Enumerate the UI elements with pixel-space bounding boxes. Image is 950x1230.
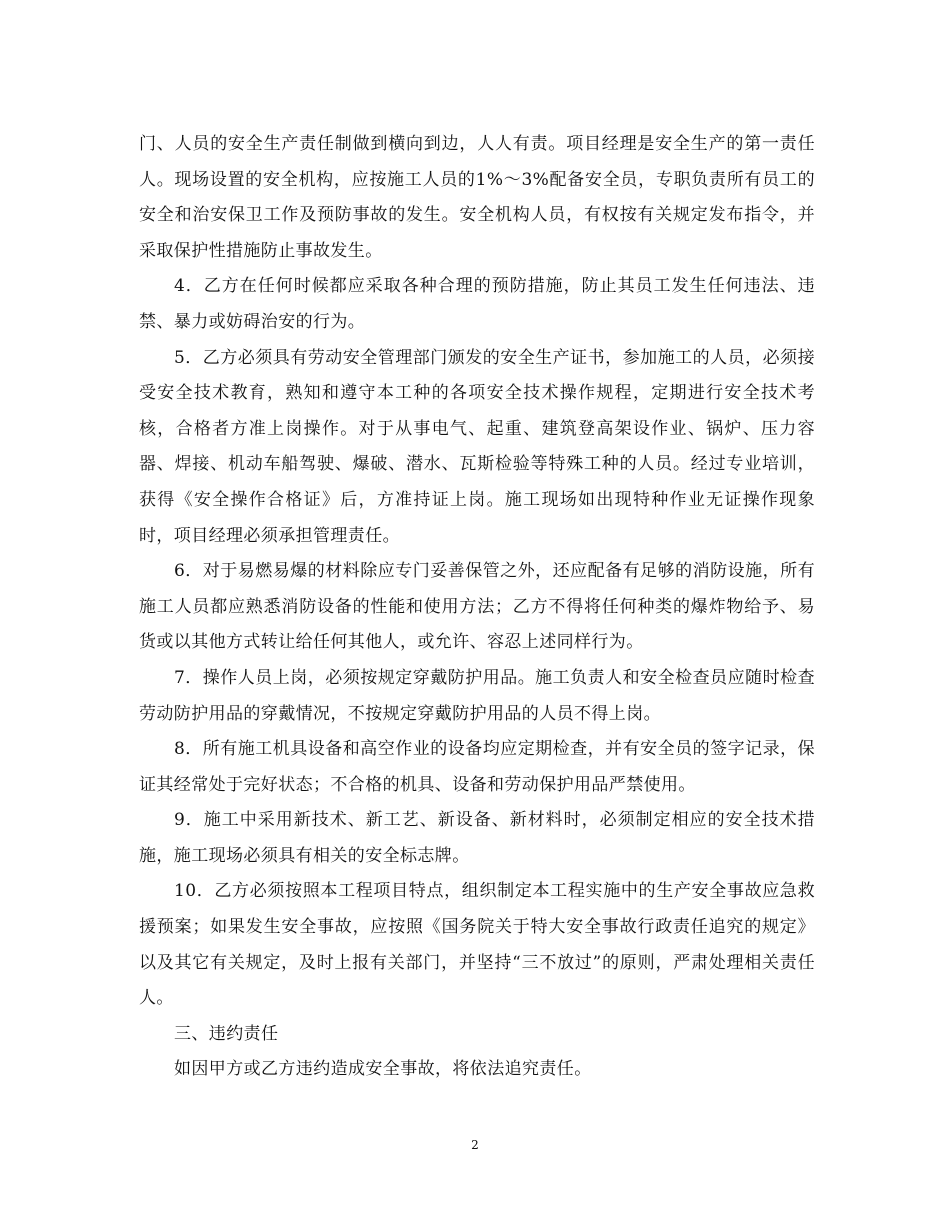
paragraph-item-5: 5．乙方必须具有劳动安全管理部门颁发的安全生产证书，参加施工的人员，必须接受安全技术教育，熟知和遵守本工种的各项安全技术操作规程，定期进行安全技术考核，合格者方准上岗操作。对于从事电气、起重、建筑登高架设作业、锅炉、压力容器、焊接、机动车船驾驶、爆破、潜水、瓦斯检验等特殊工种的人员。经过专业培训，获得《安全操作合格证》后，方准持证上岗。施工现场如出现特种作业无证操作现象时，项目经理必须承担管理责任。 [139, 347, 815, 546]
paragraph-item-10: 10．乙方必须按照本工程项目特点，组织制定本工程实施中的生产安全事故应急救援预案；如果发生安全事故，应按照《国务院关于特大安全事故行政责任追究的规定》以及其它有关规定，及时上报有关部门，并坚持“三不放过”的原则，严肃处理相关责任人。 [139, 881, 815, 1009]
paragraph-continuation: 门、人员的安全生产责任制做到横向到边，人人有责。项目经理是安全生产的第一责任人。现场设置的安全机构，应按施工人员的1%～3%配备安全员，专职负责所有员工的安全和治安保卫工作及预防事故的发生。安全机构人员，有权按有关规定发布指令，并采取保护性措施防止事故发生。 [139, 134, 815, 261]
paragraph-breach-liability: 如因甲方或乙方违约造成安全事故，将依法追究责任。 [174, 1059, 592, 1080]
paragraph-item-8: 8．所有施工机具设备和高空作业的设备均应定期检查，并有安全员的签字记录，保证其经常处于完好状态；不合格的机具、设备和劳动保护用品严禁使用。 [139, 739, 815, 795]
section-heading-breach-liability: 三、违约责任 [174, 1023, 279, 1044]
page-number: 2 [471, 1138, 479, 1152]
document-body [139, 127, 815, 1088]
paragraph-item-9: 9．施工中采用新技术、新工艺、新设备、新材料时，必须制定相应的安全技术措施，施工现场必须具有相关的安全标志牌。 [139, 810, 815, 866]
paragraph-item-4: 4．乙方在任何时候都应采取各种合理的预防措施，防止其员工发生任何违法、违禁、暴力或妨碍治安的行为。 [139, 276, 815, 332]
paragraph-item-6: 6．对于易燃易爆的材料除应专门妥善保管之外，还应配备有足够的消防设施，所有施工人员都应熟悉消防设备的性能和使用方法；乙方不得将任何种类的爆炸物给予、易货或以其他方式转让给任何其他人，或允许、容忍上述同样行为。 [139, 561, 815, 653]
paragraph-item-7: 7．操作人员上岗，必须按规定穿戴防护用品。施工负责人和安全检查员应随时检查劳动防护用品的穿戴情况，不按规定穿戴防护用品的人员不得上岗。 [139, 667, 815, 724]
